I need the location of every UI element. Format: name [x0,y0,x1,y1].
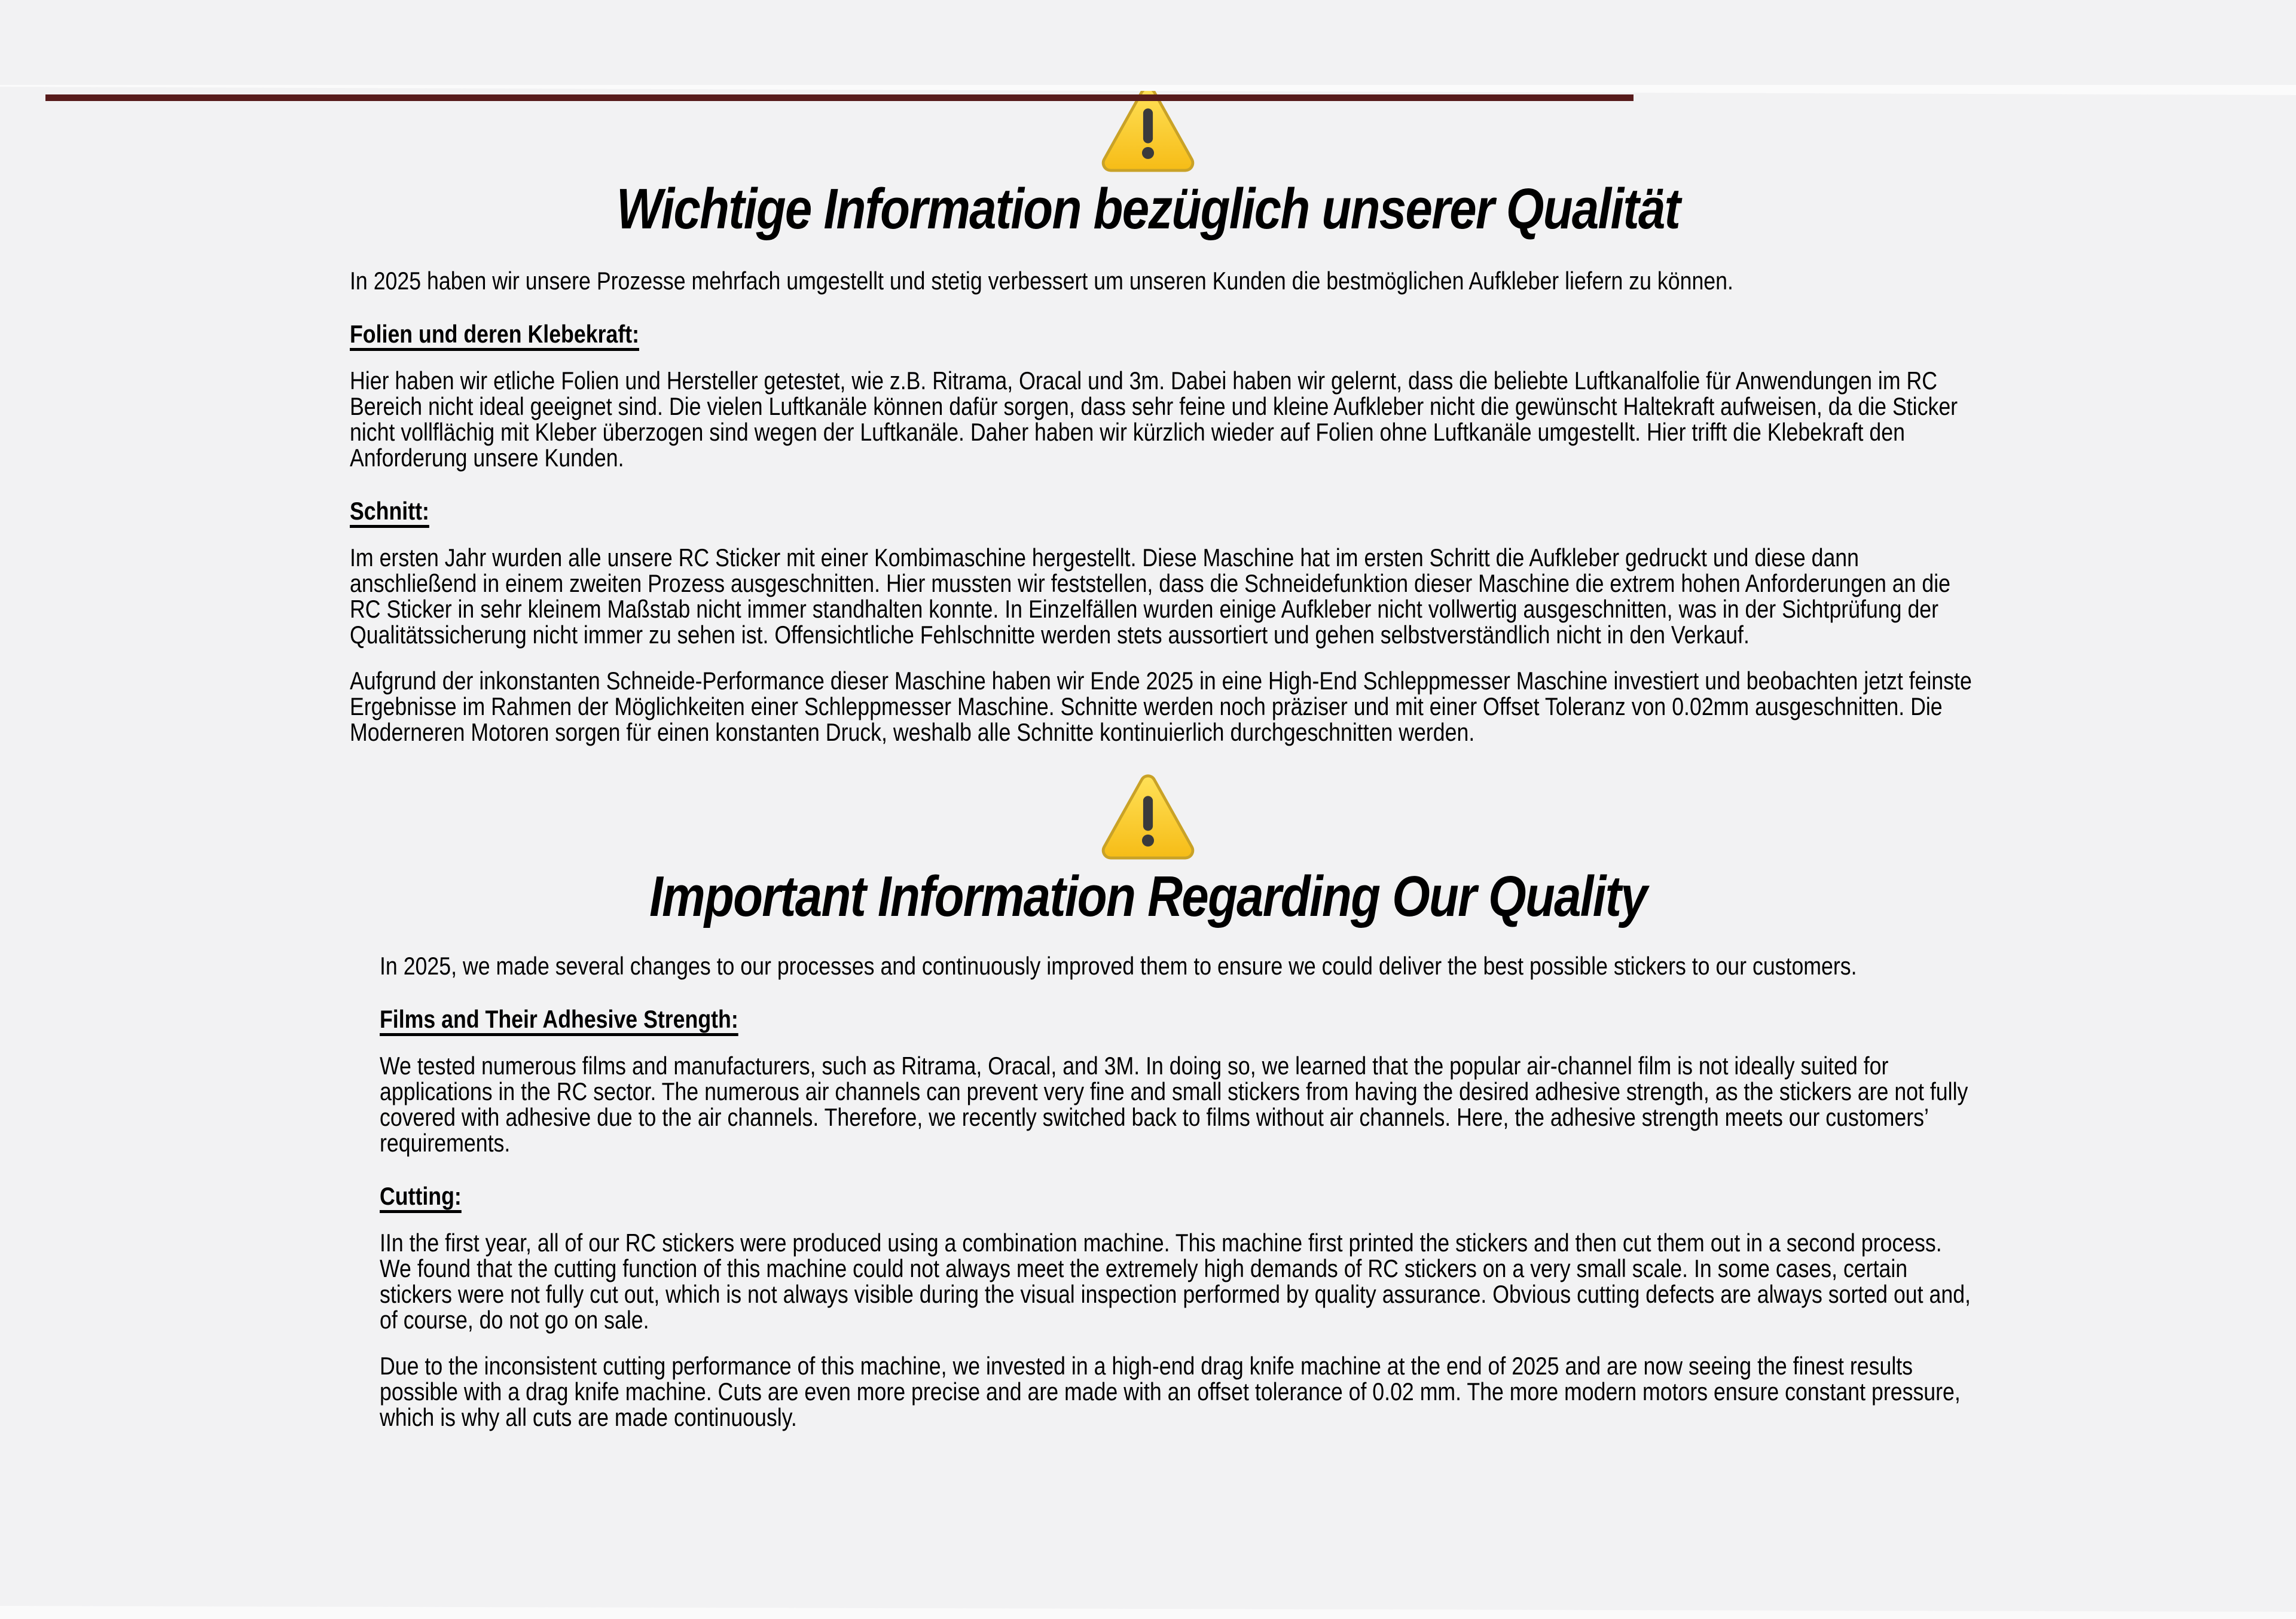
section-english [0,772,2296,1430]
section-german [0,85,2296,745]
paragraph-films-german: Hier haben wir etliche Folien und Hersteller getestet, wie z.B. Ritrama, Oracal und 3m. Dabei haben wir gelernt, dass die beliebte Luftkanalfolie für Anwendungen im RC Bereich nicht ideal geeignet sind. Die vielen Luftkanäle können dafür sorgen, dass sehr feine und kleine Aufkleber nicht die gewünscht Haltekraft aufweisen, da die Sticker nicht vollflächig mit Kleber überzogen sind wegen der Luftkanäle. Daher haben wir kürzlich wieder auf Folien ohne Luftkanäle umgestellt. Hier trifft die Klebekraft den Anforderung unsere Kunden. [350,366,1958,472]
paragraph-cut-2-english: Due to the inconsistent cutting performance of this machine, we invested in a high-end drag knife machine at the end of 2025 and are now seeing the finest results possible with a drag knife machine. Cuts are even more precise and are made with an offset tolerance of 0.02 mm. The more modern motors ensure constant pressure, which is why all cuts are made continuously. [380,1352,1961,1431]
german-text-block [350,268,1981,745]
heading-films-german-label: Folien und deren Klebekraft: [350,320,639,348]
heading-films-english [380,1006,1976,1033]
heading-films-german [350,321,1981,347]
paragraph-cut-1-german: Im ersten Jahr wurden alle unsere RC Sticker mit einer Kombimaschine hergestellt. Diese Maschine hat im ersten Schritt die Aufkleber gedruckt und diese dann anschließend in einem zweiten Prozess ausgeschnitten. Hier mussten wir feststellen, dass die Schneidefunktion dieser Maschine die extrem hohen Anforderungen an die RC Sticker in sehr kleinem Maßstab nicht immer standhalten konnte. In Einzelfällen wurden einige Aufkleber nicht vollwertig ausgeschnitten, was in der Sichtprüfung der Qualitätssicherung nicht immer zu sehen ist. Offensichtliche Fehlschnitte werden stets aussortiert und gehen selbstverständlich nicht in den Verkauf. [350,543,1951,649]
intro-paragraph-german: In 2025 haben wir unsere Prozesse mehrfach umgestellt und stetig verbessert um unseren Kunden die bestmöglichen Aufkleber liefern zu können. [350,267,1733,295]
heading-cut-english [380,1183,1976,1209]
english-text-block [380,953,1976,1430]
page-title-german: Wichtige Information bezüglich unserer Qualität [616,177,1680,241]
warning-triangle-icon [1100,772,1196,862]
heading-cut-german [350,498,1981,524]
paragraph-cut-1-english: IIn the first year, all of our RC stickers were produced using a combination machine. This machine first printed the stickers and then cut them out in a second process. We found that the cutting function of this machine could not always meet the extremely high demands of RC stickers on a very small scale. In some cases, certain stickers were not fully cut out, which is not always visible during the visual inspection performed by quality assurance. Obvious cutting defects are always sorted out and, of course, do not go on sale. [380,1229,1971,1334]
paragraph-cut-2-german: Aufgrund der inkonstanten Schneide-Performance dieser Maschine haben wir Ende 2025 in eine High-End Schleppmesser Maschine investiert und beobachten jetzt feinste Ergebnisse im Rahmen der Möglichkeiten einer Schleppmesser Maschine. Schnitte werden noch präziser und mit einer Offset Toleranz von 0.02mm ausgeschnitten. Die Moderneren Motoren sorgen für einen konstanten Druck, weshalb alle Schnitte kontinuierlich durchgeschnitten werden. [350,667,1972,746]
intro-paragraph-english: In 2025, we made several changes to our processes and continuously improved them to ensure we could deliver the best possible stickers to our customers. [380,952,1857,980]
top-maroon-bar [45,94,1634,101]
page-bottom-edge [0,1603,2296,1619]
page-title-english: Important Information Regarding Our Quality [649,865,1647,928]
paragraph-films-english: We tested numerous films and manufacturers, such as Ritrama, Oracal, and 3M. In doing so, we learned that the popular air-channel film is not ideally suited for applications in the RC sector. The numerous air channels can prevent very fine and small stickers from having the desired adhesive strength, as the stickers are not fully covered with adhesive due to the air channels. Therefore, we recently switched back to films without air channels. Here, the adhesive strength meets our customers’ requirements. [380,1052,1968,1157]
heading-cut-german-label: Schnitt: [350,497,429,525]
heading-cut-english-label: Cutting: [380,1182,462,1210]
heading-films-english-label: Films and Their Adhesive Strength: [380,1005,738,1033]
